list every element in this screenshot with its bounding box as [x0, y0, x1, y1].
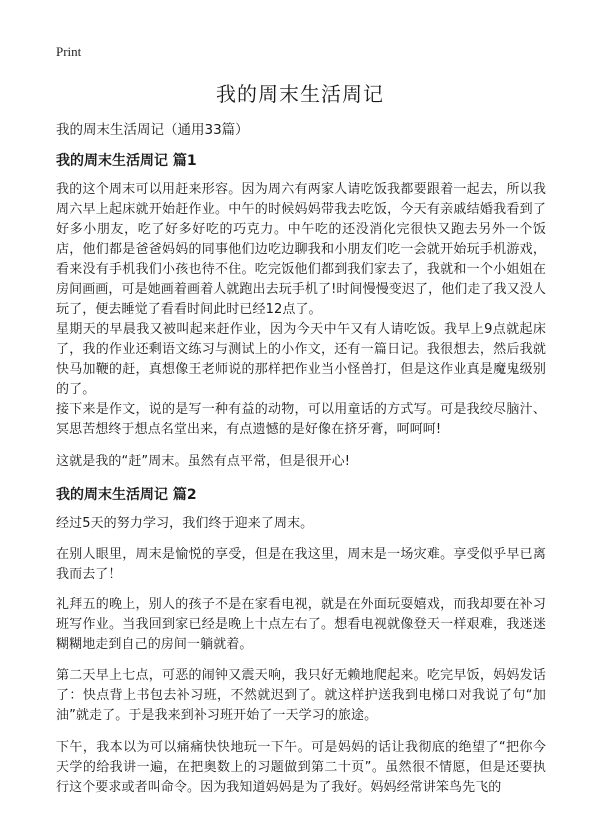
paragraph: 在别人眼里，周末是愉悦的享受，但是在我这里，周末是一场灾难。享受似乎早已离我而去了！	[56, 547, 546, 582]
paragraph: 下午，我本以为可以痛痛快快地玩一下午。可是妈妈的话让我彻底的绝望了“把你今天学的给我讲一遍，在把奥数上的习题做到第二十页”。虽然很不情愿，但是还要执行这个要求或者叫命令。因为我知道妈妈是为了我好。妈妈经常讲笨鸟先飞的	[56, 740, 546, 795]
section-heading-2: 我的周末生活周记 篇2	[56, 487, 197, 503]
paragraph: 第二天早上七点，可恶的闹钟又震天响，我只好无赖地爬起来。吃完早饭，妈妈发话了：快点背上书包去补习班，不然就迟到了。就这样护送我到电梯口对我说了句“加油”就走了。于是我来到补习班开始了一天学习的旅途。	[56, 668, 546, 723]
paragraph: 这就是我的“赶”周末。虽然有点平常，但是很开心!	[56, 454, 351, 469]
page-title: 我的周末生活周记	[216, 82, 384, 106]
print-link[interactable]: Print	[56, 44, 82, 59]
paragraph: 接下来是作文，说的是写一种有益的动物，可以用童话的方式写。可是我绞尽脑汁、冥思苦想终于想点名堂出来，有点遗憾的是好像在挤牙膏，呵呵呵!	[56, 402, 546, 437]
paragraph: 我的这个周末可以用赶来形容。因为周六有两家人请吃饭我都要跟着一起去，所以我周六早上起床就开始赶作业。中午的时候妈妈带我去吃饭，今天有亲戚结婚我看到了好多小朋友，吃了好多好吃的巧克力。中午吃的还没消化完很快又跑去另外一个饭店，他们都是爸爸妈妈的同事他们边吃边聊我和小朋友们吃一会就开始玩手机游戏，看来没有手机我们小孩也待不住。吃完饭他们都到我们家去了，我就和一个小姐姐在房间画画，可是她画着画着人就跑出去玩手机了!时间慢慢变迟了，他们走了我又没人玩了，便去睡觉了看看时间此时已经12点了。	[56, 182, 547, 317]
document-subtitle: 我的周末生活周记（通用33篇）	[56, 122, 249, 138]
section-heading-1: 我的周末生活周记 篇1	[56, 153, 197, 169]
paragraph: 经过5天的努力学习，我们终于迎来了周末。	[56, 516, 314, 531]
paragraph: 星期天的早晨我又被叫起来赶作业，因为今天中午又有人请吃饭。我早上9点就起床了，我的作业还剩语文练习与测试上的小作文，还有一篇日记。我很想去，然后我就快马加鞭的赶，真想像王老师说的那样把作业当小怪兽打，但是这作业真是魔鬼级别的了。	[56, 322, 546, 397]
paragraph: 礼拜五的晚上，别人的孩子不是在家看电视，就是在外面玩耍嬉戏，而我却要在补习班写作业。当我回到家已经是晚上十点左右了。想看电视就像登天一样艰难，我迷迷糊糊地走到自己的房间一躺就着。	[56, 597, 546, 652]
